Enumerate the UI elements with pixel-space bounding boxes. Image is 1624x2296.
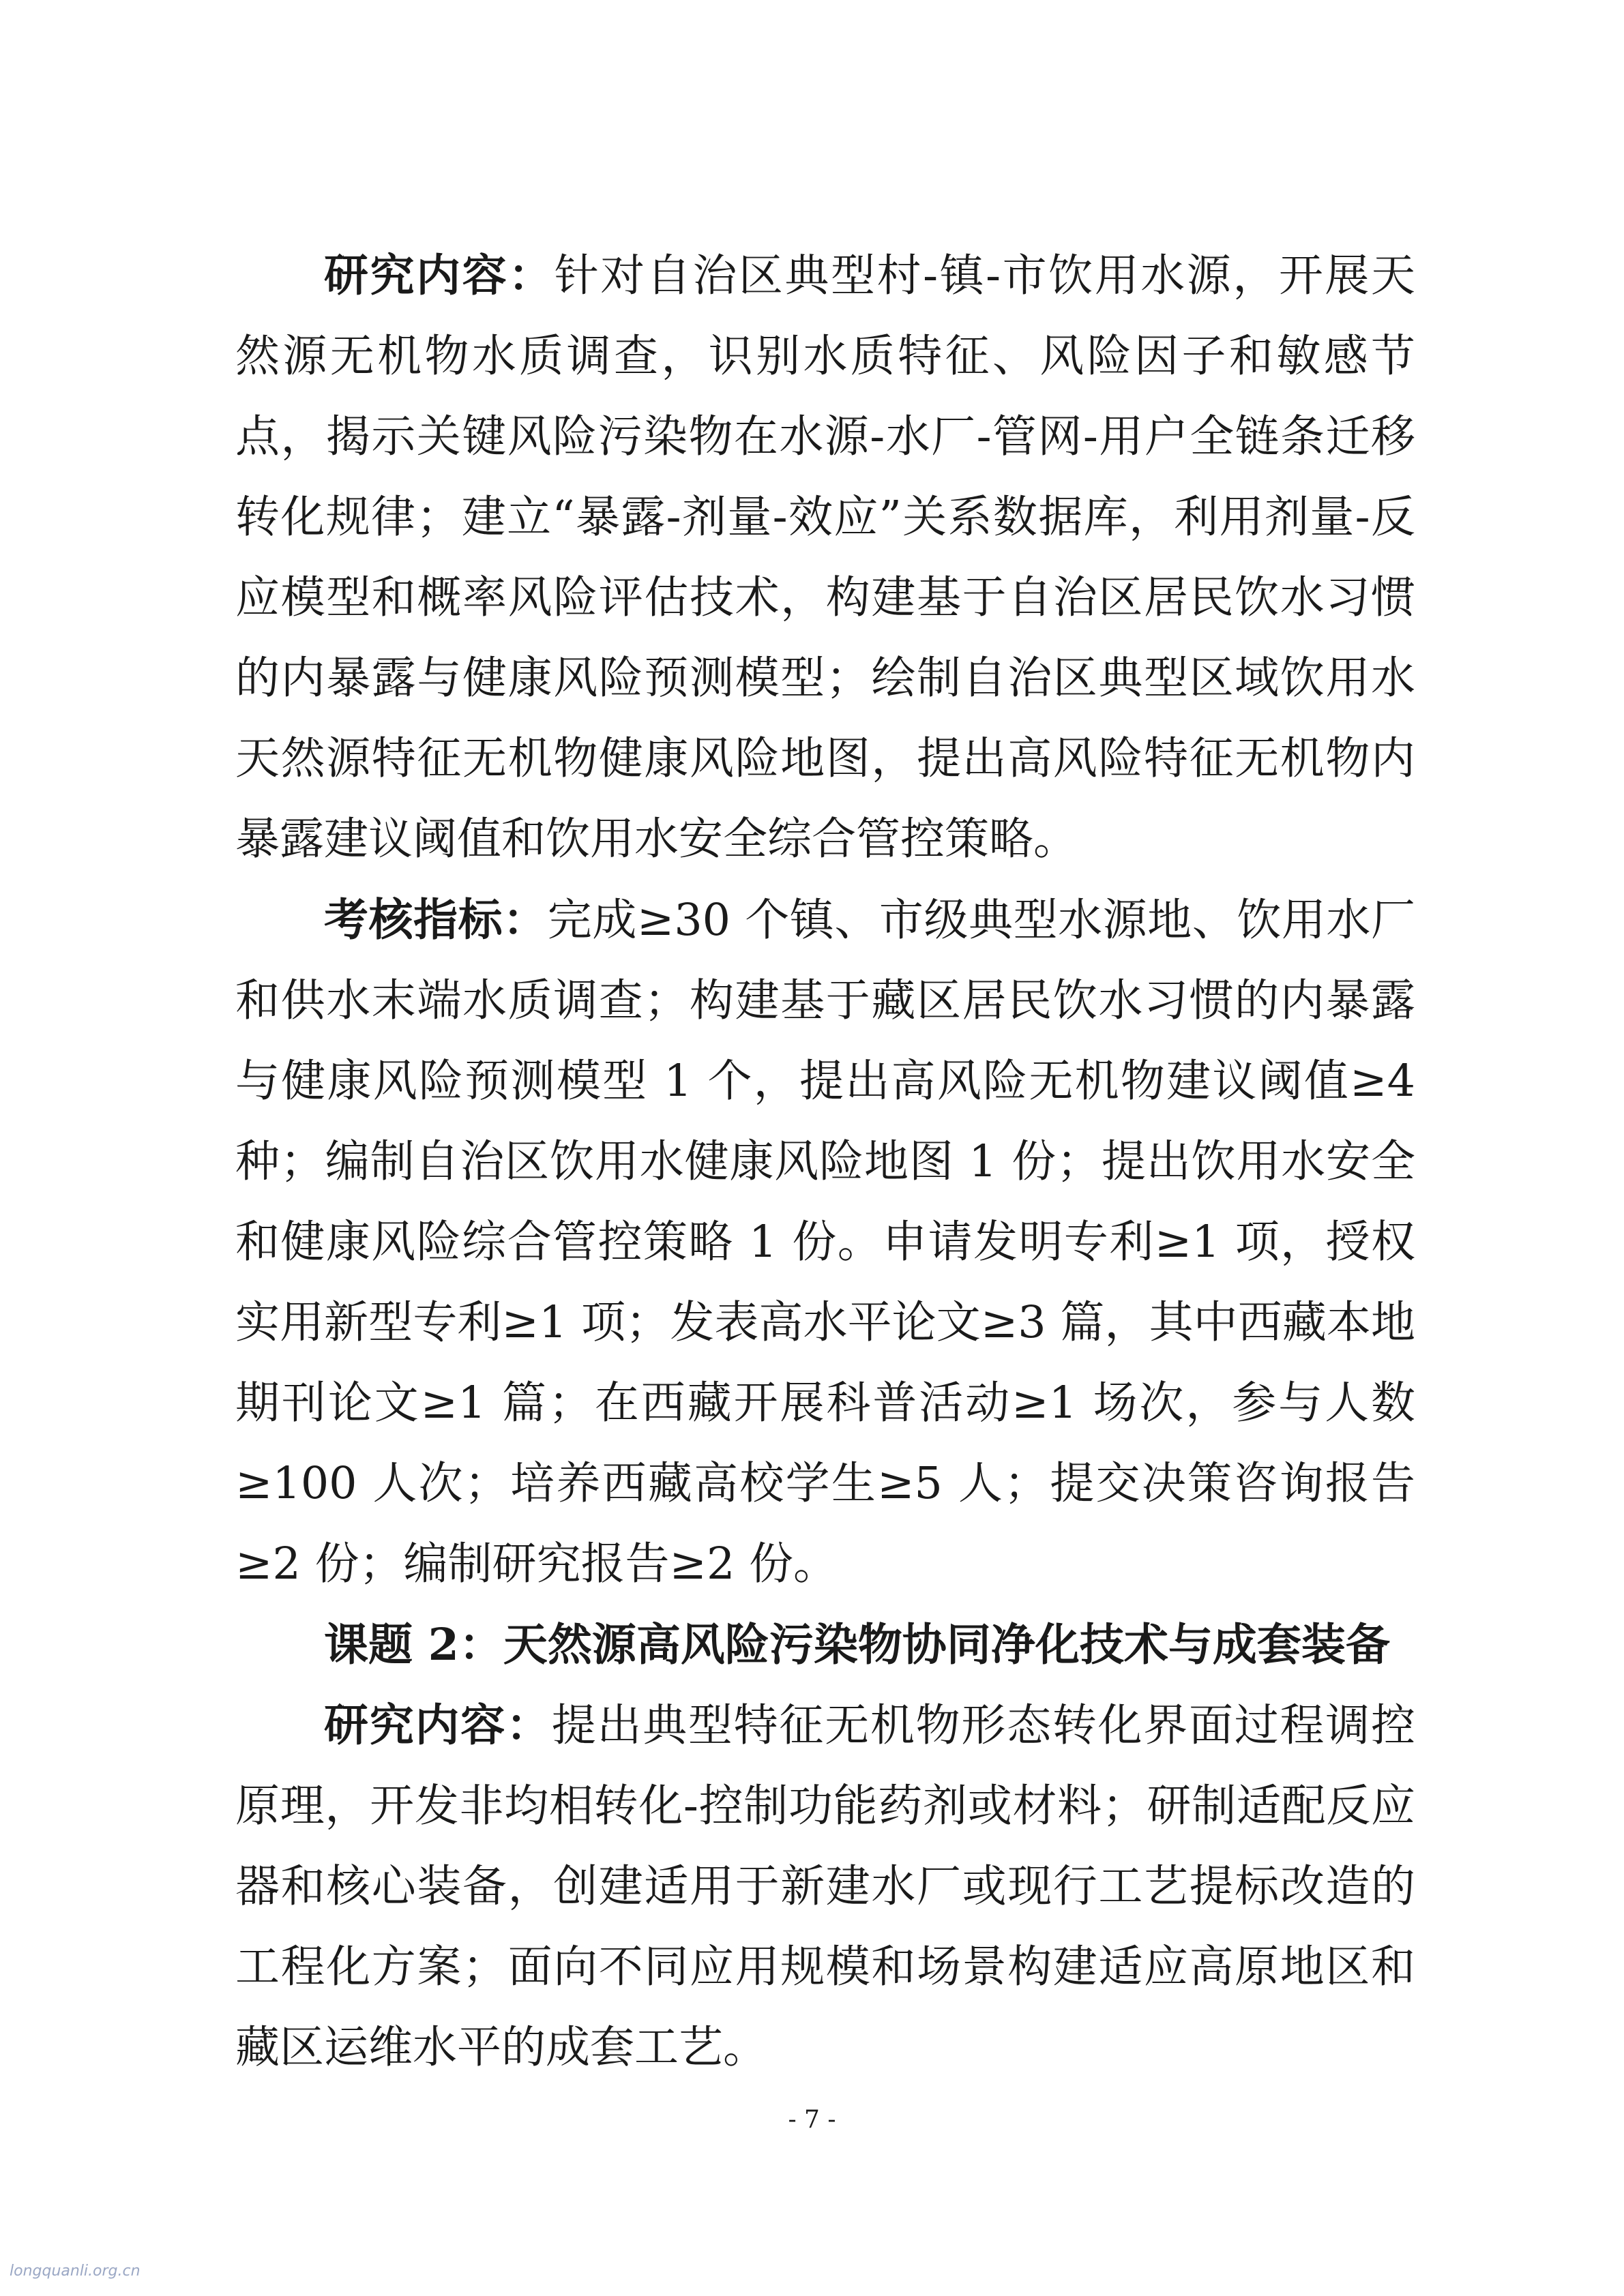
assessment-indicator-paragraph bbox=[235, 880, 1415, 1605]
research-content-paragraph bbox=[235, 235, 1415, 880]
topic-2-heading: 课题 2：天然源高风险污染物协同净化技术与成套装备 bbox=[324, 1619, 1390, 1671]
assessment-indicator-text: 完成≥30 个镇、市级典型水源地、饮用水厂和供水末端水质调查；构建基于藏区居民饮水习惯的内暴露与健康风险预测模型 1 个，提出高风险无机物建议阈值≥4 种；编制自治区饮用水健康风险地图 1 份；提出饮用水安全和健康风险综合管控策略 1 份。申请发明专利≥1 项，授权实用新型专利≥1 项；发表高水平论文≥3 篇，其中西藏本地期刊论文≥1 篇；在西藏开展科普活动≥1 场次，参与人数≥100 人次；培养西藏高校学生≥5 人；提交决策咨询报告≥2 份；编制研究报告≥2 份。 bbox=[235, 895, 1415, 1590]
topic-2-research-content-text: 提出典型特征无机物形态转化界面过程调控原理，开发非均相转化-控制功能药剂或材料；研制适配反应器和核心装备，创建适用于新建水厂或现行工艺提标改造的工程化方案；面向不同应用规模和场景构建适应高原地区和藏区运维水平的成套工艺。 bbox=[235, 1700, 1415, 2073]
document-body bbox=[235, 235, 1415, 2088]
topic-2-research-content-paragraph bbox=[235, 1685, 1415, 2088]
site-watermark: longquanli.org.cn bbox=[10, 2263, 141, 2280]
research-content-label: 研究内容： bbox=[324, 250, 555, 301]
research-content-text: 针对自治区典型村-镇-市饮用水源，开展天然源无机物水质调查，识别水质特征、风险因子和敏感节点，揭示关键风险污染物在水源-水厂-管网-用户全链条迁移转化规律；建立“暴露-剂量-效应”关系数据库，利用剂量-反应模型和概率风险评估技术，构建基于自治区居民饮水习惯的内暴露与健康风险预测模型；绘制自治区典型区域饮用水天然源特征无机物健康风险地图，提出高风险特征无机物内暴露建议阈值和饮用水安全综合管控策略。 bbox=[235, 250, 1415, 865]
assessment-indicator-label: 考核指标： bbox=[324, 894, 548, 946]
topic-2-research-content-label: 研究内容： bbox=[324, 1699, 552, 1751]
page-number: - 7 - bbox=[788, 2106, 836, 2134]
